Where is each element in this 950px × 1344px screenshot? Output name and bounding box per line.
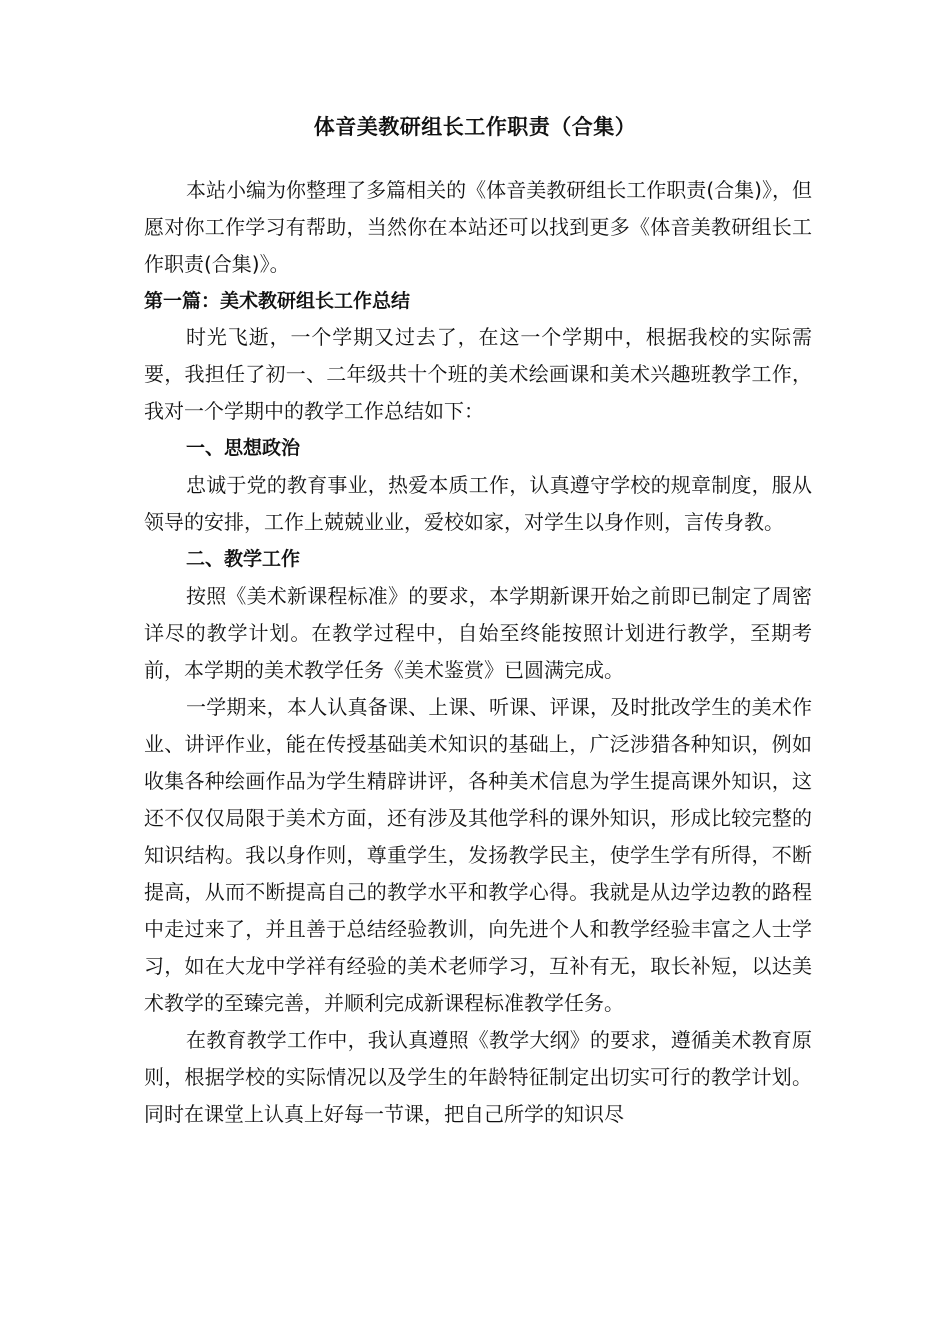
section-heading: 第一篇：美术教研组长工作总结 [144,290,411,312]
subsection-heading: 一、思想政治 [186,437,301,459]
paragraph: 时光飞逝，一个学期又过去了，在这一个学期中，根据我校的实际需要，我担任了初一、二年级共十个班的美术绘画课和美术兴趣班教学工作，我对一个学期中的教学工作总结如下： [144,325,812,423]
subsection-heading: 二、教学工作 [186,548,301,570]
paragraph: 忠诚于党的教育事业，热爱本质工作，认真遵守学校的规章制度，服从领导的安排，工作上兢兢业业，爱校如家，对学生以身作则，言传身教。 [144,473,812,534]
intro-paragraph: 本站小编为你整理了多篇相关的《体音美教研组长工作职责(合集)》，但愿对你工作学习有帮助，当然你在本站还可以找到更多《体音美教研组长工作职责(合集)》。 [144,178,812,276]
document-title: 体音美教研组长工作职责（合集） [313,115,637,139]
document-body [144,172,812,1133]
paragraph: 在教育教学工作中，我认真遵照《教学大纲》的要求，遵循美术教育原则，根据学校的实际情况以及学生的年龄特征制定出切实可行的教学计划。同时在课堂上认真上好每一节课，把自己所学的知识尽 [144,1028,812,1126]
paragraph: 按照《美术新课程标准》的要求，本学期新课开始之前即已制定了周密详尽的教学计划。在教学过程中，自始至终能按照计划进行教学，至期考前，本学期的美术教学任务《美术鉴赏》已圆满完成。 [144,584,812,682]
paragraph: 一学期来，本人认真备课、上课、听课、评课，及时批改学生的美术作业、讲评作业，能在传授基础美术知识的基础上，广泛涉猎各种知识，例如收集各种绘画作品为学生精辟讲评，各种美术信息为学生提高课外知识，这还不仅仅局限于美术方面，还有涉及其他学科的课外知识，形成比较完整的知识结构。我以身作则，尊重学生，发扬教学民主，使学生学有所得，不断提高，从而不断提高自己的教学水平和教学心得。我就是从边学边教的路程中走过来了，并且善于总结经验教训，向先进个人和教学经验丰富之人士学习，如在大龙中学祥有经验的美术老师学习，互补有无，取长补短，以达美术教学的至臻完善，并顺利完成新课程标准教学任务。 [144,695,812,1015]
